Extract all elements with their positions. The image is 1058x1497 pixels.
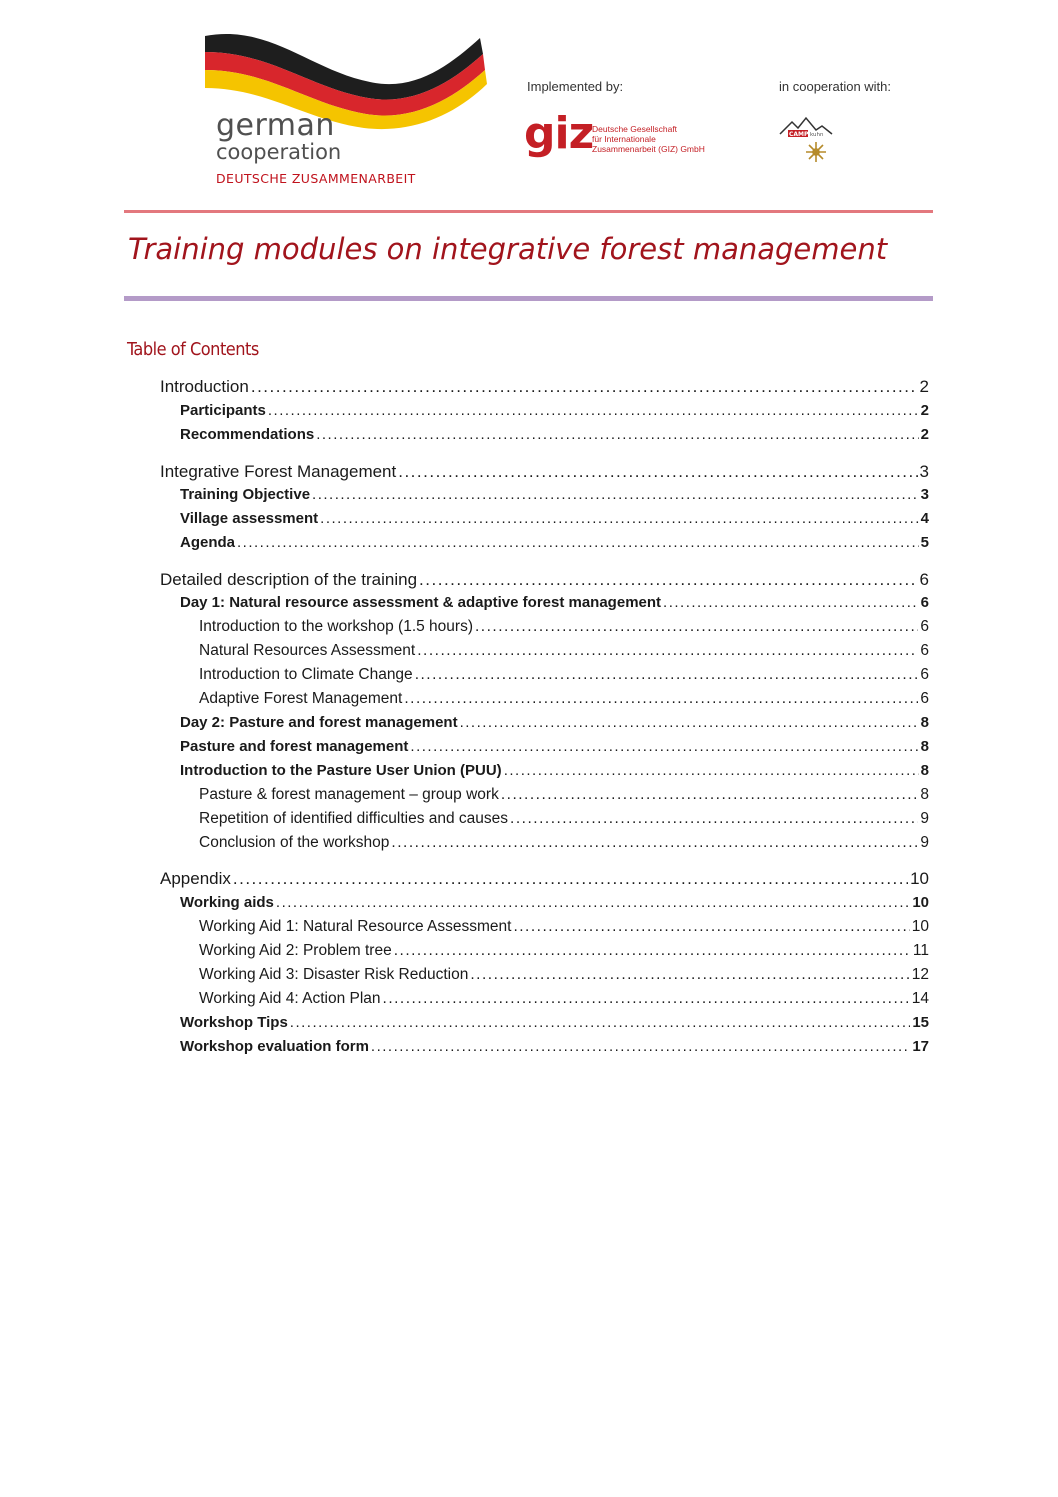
toc-dot-leader	[415, 666, 919, 684]
toc-entry-page: 6	[920, 618, 929, 635]
toc-entry[interactable]	[199, 690, 929, 708]
toc-dot-leader	[251, 377, 918, 397]
toc-entry-title: Day 2: Pasture and forest management	[180, 714, 458, 731]
toc-entry-title: Agenda	[180, 534, 236, 551]
toc-entry[interactable]	[160, 377, 929, 397]
toc-entry-title: Workshop Tips	[180, 1014, 288, 1031]
toc-dot-leader	[419, 570, 917, 590]
toc-entry[interactable]	[180, 738, 929, 755]
toc-entry-page: 3	[919, 462, 929, 481]
toc-entry[interactable]	[199, 642, 929, 660]
toc-entry-page: 6	[920, 690, 929, 707]
toc-dot-leader	[371, 1038, 910, 1055]
toc-entry-page: 17	[912, 1038, 929, 1055]
toc-entry[interactable]	[199, 810, 929, 828]
toc-entry-page: 4	[920, 510, 929, 527]
document-header	[0, 0, 1058, 200]
german-cooperation-wordmark-line1: german	[216, 108, 335, 143]
toc-entry-title: Pasture & forest management – group work	[199, 786, 499, 803]
toc-entry-page: 3	[920, 486, 929, 503]
toc-dot-leader	[417, 642, 918, 660]
toc-entry-title: Day 1: Natural resource assessment & adaptive forest management	[180, 594, 662, 611]
toc-entry-title: Introduction	[160, 377, 249, 396]
toc-dot-leader	[383, 990, 910, 1008]
toc-entry-page: 10	[910, 869, 929, 888]
toc-dot-leader	[312, 486, 919, 503]
toc-dot-leader	[290, 1014, 911, 1031]
toc-entry[interactable]	[199, 618, 929, 636]
toc-entry-title: Conclusion of the workshop	[199, 834, 390, 851]
toc-entry[interactable]	[180, 426, 929, 443]
toc-dot-leader	[276, 894, 910, 911]
toc-entry-page: 6	[919, 570, 929, 589]
toc-entry[interactable]	[180, 894, 929, 911]
toc-entry[interactable]	[199, 966, 929, 984]
toc-entry-page: 8	[920, 762, 929, 779]
toc-dot-leader	[501, 786, 919, 804]
toc-dot-leader	[398, 462, 917, 482]
toc-entry-title: Working aids	[180, 894, 274, 911]
toc-dot-leader	[475, 618, 918, 636]
giz-logo-text: Deutsche Gesellschaft für Internationale Zusammenarbeit (GIZ) GmbH	[592, 124, 705, 154]
toc-entry-page: 9	[920, 810, 929, 827]
toc-entry-title: Introduction to the workshop (1.5 hours)	[199, 618, 473, 635]
toc-entry-title: Introduction to Climate Change	[199, 666, 413, 683]
toc-entry-title: Adaptive Forest Management	[199, 690, 403, 707]
toc-entry-title: Working Aid 2: Problem tree	[199, 942, 392, 959]
toc-dot-leader	[391, 834, 918, 852]
toc-entry[interactable]	[199, 666, 929, 684]
header-divider-red	[124, 210, 933, 213]
toc-entry-title: Working Aid 4: Action Plan	[199, 990, 381, 1007]
toc-entry[interactable]	[180, 510, 929, 527]
toc-entry-title: Repetition of identified difficulties and causes	[199, 810, 509, 827]
toc-entry-title: Integrative Forest Management	[160, 462, 397, 481]
toc-entry-page: 9	[920, 834, 929, 851]
toc-entry-page: 8	[920, 786, 929, 803]
toc-dot-leader	[504, 762, 919, 779]
camp-kuhn-logo	[776, 114, 838, 166]
toc-entry[interactable]	[180, 714, 929, 731]
toc-entry-page: 15	[912, 1014, 929, 1031]
toc-entry-page: 11	[912, 942, 929, 959]
toc-dot-leader	[510, 810, 918, 828]
toc-dot-leader	[268, 402, 919, 419]
toc-dot-leader	[470, 966, 909, 984]
toc-entry[interactable]	[180, 1014, 929, 1031]
document-title: Training modules on integrative forest management	[128, 232, 888, 266]
toc-entry-title: Pasture and forest management	[180, 738, 409, 755]
giz-logo: giz	[524, 108, 594, 159]
svg-text:kuhn: kuhn	[810, 132, 824, 138]
toc-entry-page: 2	[920, 426, 929, 443]
toc-entry[interactable]	[160, 570, 929, 590]
toc-dot-leader	[404, 690, 918, 708]
toc-dot-leader	[394, 942, 911, 960]
german-cooperation-wordmark-line2: cooperation	[216, 140, 342, 164]
toc-dot-leader	[316, 426, 918, 443]
toc-entry-page: 2	[919, 377, 929, 396]
toc-entry-page: 12	[911, 966, 929, 983]
title-divider-purple	[124, 296, 933, 301]
toc-entry[interactable]	[199, 990, 929, 1008]
svg-text:CAMP: CAMP	[789, 131, 809, 138]
toc-entry-page: 6	[920, 594, 929, 611]
toc-entry-title: Village assessment	[180, 510, 319, 527]
toc-entry-page: 8	[920, 738, 929, 755]
toc-dot-leader	[320, 510, 919, 527]
german-cooperation-wordmark-line3: DEUTSCHE ZUSAMMENARBEIT	[216, 171, 416, 186]
toc-entry-page: 10	[911, 918, 929, 935]
toc-dot-leader	[410, 738, 918, 755]
toc-entry-title: Working Aid 1: Natural Resource Assessment	[199, 918, 512, 935]
toc-entry[interactable]	[180, 1038, 929, 1055]
implemented-by-label: Implemented by:	[527, 79, 624, 94]
toc-entry-page: 2	[920, 402, 929, 419]
toc-dot-leader	[460, 714, 919, 731]
toc-dot-leader	[663, 594, 919, 611]
toc-entry-page: 8	[920, 714, 929, 731]
toc-entry-page: 6	[920, 666, 929, 683]
toc-entry-page: 5	[920, 534, 929, 551]
toc-entry-page: 10	[912, 894, 929, 911]
toc-entry[interactable]	[180, 594, 929, 611]
toc-entry[interactable]	[180, 486, 929, 503]
toc-entry[interactable]	[180, 402, 929, 419]
in-cooperation-with-label: in cooperation with:	[779, 79, 892, 94]
toc-entry[interactable]	[160, 869, 929, 889]
toc-entry-page: 6	[920, 642, 929, 659]
toc-dot-leader	[233, 869, 908, 889]
toc-entry-title: Working Aid 3: Disaster Risk Reduction	[199, 966, 469, 983]
toc-entry[interactable]	[180, 762, 929, 779]
toc-entry-title: Training Objective	[180, 486, 311, 503]
toc-entry-title: Workshop evaluation form	[180, 1038, 369, 1055]
toc-entry[interactable]	[160, 462, 929, 482]
toc-entry[interactable]	[199, 942, 929, 960]
toc-entry-title: Participants	[180, 402, 266, 419]
toc-dot-leader	[237, 534, 919, 551]
toc-entry[interactable]	[199, 918, 929, 936]
toc-entry-title: Detailed description of the training	[160, 570, 418, 589]
toc-entry[interactable]	[199, 834, 929, 852]
toc-entry[interactable]	[199, 786, 929, 804]
toc-entry-title: Natural Resources Assessment	[199, 642, 416, 659]
toc-entry[interactable]	[180, 534, 929, 551]
toc-heading: Table of Contents	[127, 339, 259, 360]
toc-entry-page: 14	[911, 990, 929, 1007]
toc-entry-title: Appendix	[160, 869, 231, 888]
toc-dot-leader	[513, 918, 909, 936]
toc-entry-title: Recommendations	[180, 426, 315, 443]
toc-entry-title: Introduction to the Pasture User Union (PUU)	[180, 762, 502, 779]
